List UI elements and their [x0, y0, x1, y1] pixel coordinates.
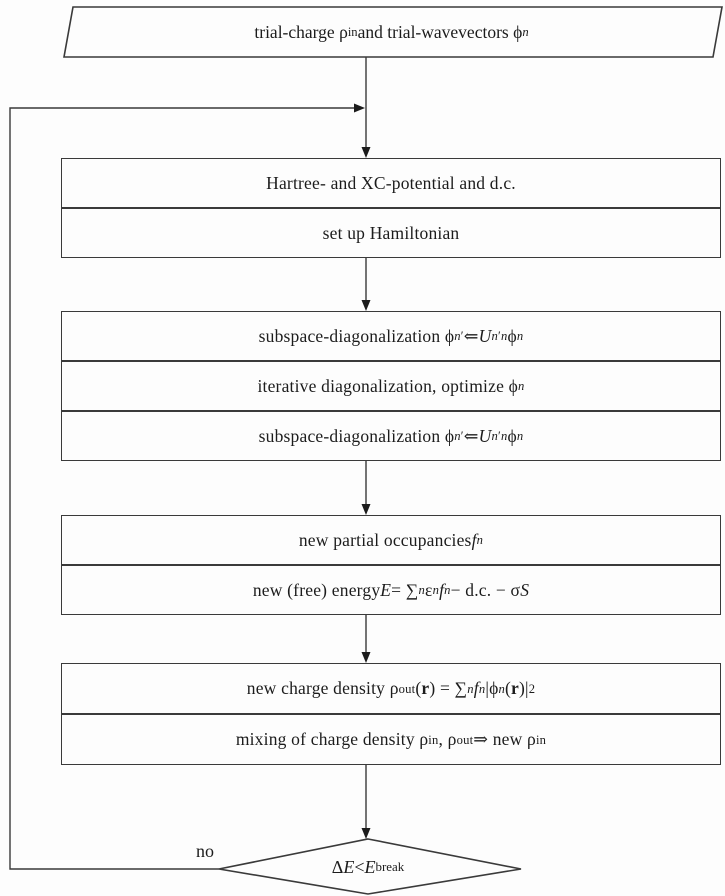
process-row-subspace-diag-1: subspace-diagonalization ϕ n′ ⇐ U n′n ϕ n [258, 325, 524, 346]
arrowhead-down-icon [362, 828, 371, 839]
start-node-label: trial-charge ρ in and trial-wavevectors ϕ n [254, 21, 529, 42]
process-box-potential [61, 158, 721, 258]
arrowhead-down-icon [362, 147, 371, 158]
decision-node-label: Δ E < E break [331, 856, 405, 877]
process-row-new-charge-density: new charge density ρ out ( r ) = ∑ n f n |ϕ n ( r )| 2 [246, 678, 536, 698]
process-box-diagonalization [61, 311, 721, 461]
process-row-iterative-diag: iterative diagonalization, optimize ϕ n [62, 360, 720, 410]
process-row-hamiltonian: set up Hamiltonian [62, 207, 720, 257]
process-box-charge-density [61, 663, 721, 765]
process-row-subspace-diag-2: subspace-diagonalization ϕ n′ ⇐ U n′n ϕ n [62, 410, 720, 460]
arrowhead-down-icon [362, 300, 371, 311]
process-row-partial-occupancies: new partial occupancies f n [298, 529, 484, 550]
process-row-free-energy: new (free) energy E = ∑ n ε n f n − d.c. − σ S [62, 564, 720, 614]
arrowhead-right-icon [354, 104, 365, 113]
arrowhead-down-icon [362, 652, 371, 663]
process-box-occupancies [61, 515, 721, 615]
process-row-charge-mixing: mixing of charge density ρ in , ρ out ⇒ new ρ in [62, 713, 720, 764]
arrowhead-down-icon [362, 504, 371, 515]
edge-label-no: no [196, 841, 214, 861]
process-row-hartree-xc: Hartree- and XC-potential and d.c. [266, 172, 516, 193]
